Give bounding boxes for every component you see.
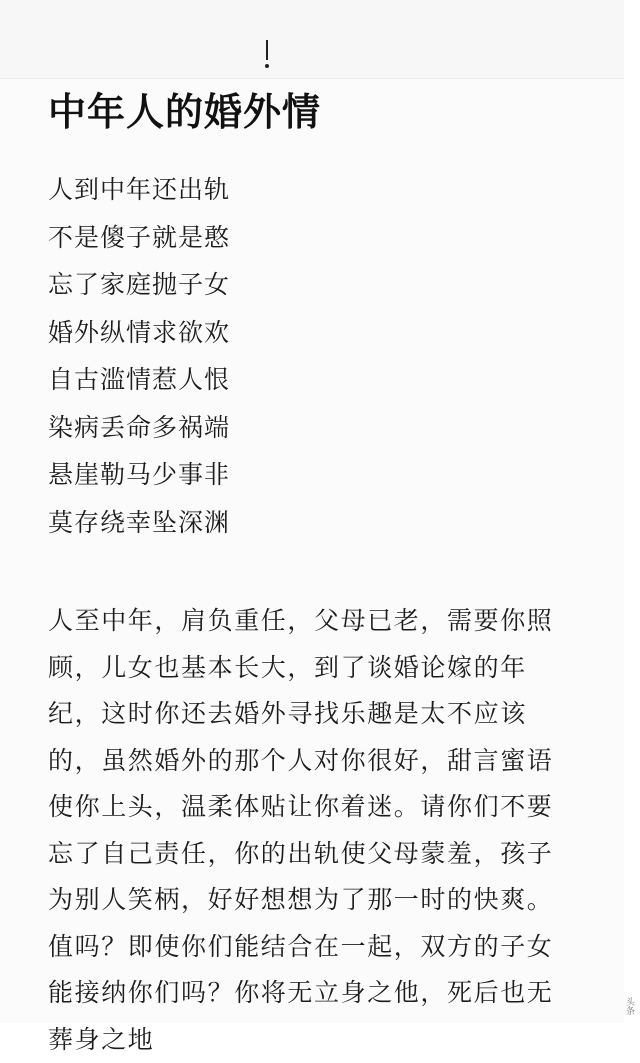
right-edge [624, 0, 640, 1023]
paragraph-line: 使你上头，温柔体贴让你着迷。请你们不要 [48, 784, 578, 831]
exclamation-icon [264, 40, 270, 70]
watermark: 头条 [624, 997, 634, 1015]
paragraph-line: 为别人笑柄，好好想想为了那一时的快爽。 [48, 877, 578, 924]
poem-line: 不是傻子就是憨 [48, 214, 578, 262]
poem-line: 悬崖勒马少事非 [48, 451, 578, 499]
paragraph-line: 忘了自己责任，你的出轨使父母蒙羞，孩子 [48, 831, 578, 878]
article [48, 88, 578, 1063]
poem-line: 人到中年还出轨 [48, 166, 578, 214]
poem [48, 166, 578, 546]
poem-line: 莫存绕幸坠深渊 [48, 499, 578, 547]
poem-line: 婚外纵情求欲欢 [48, 309, 578, 357]
body-paragraph [48, 598, 578, 1063]
paragraph-line: 顾，儿女也基本长大，到了谈婚论嫁的年 [48, 645, 578, 692]
paragraph-line: 的，虽然婚外的那个人对你很好，甜言蜜语 [48, 738, 578, 785]
paragraph-line: 葬身之地 [48, 1017, 578, 1063]
poem-line: 忘了家庭抛子女 [48, 261, 578, 309]
paragraph-line: 人至中年，肩负重任，父母已老，需要你照 [48, 598, 578, 645]
paragraph-line: 能接纳你们吗？你将无立身之他，死后也无 [48, 970, 578, 1017]
paragraph-line: 纪，这时你还去婚外寻找乐趣是太不应该 [48, 691, 578, 738]
paragraph-line: 值吗？即使你们能结合在一起，双方的子女 [48, 924, 578, 971]
top-bar [0, 0, 640, 79]
poem-line: 染病丢命多祸端 [48, 404, 578, 452]
poem-line: 自古滥情惹人恨 [48, 356, 578, 404]
article-title: 中年人的婚外情 [48, 88, 578, 136]
